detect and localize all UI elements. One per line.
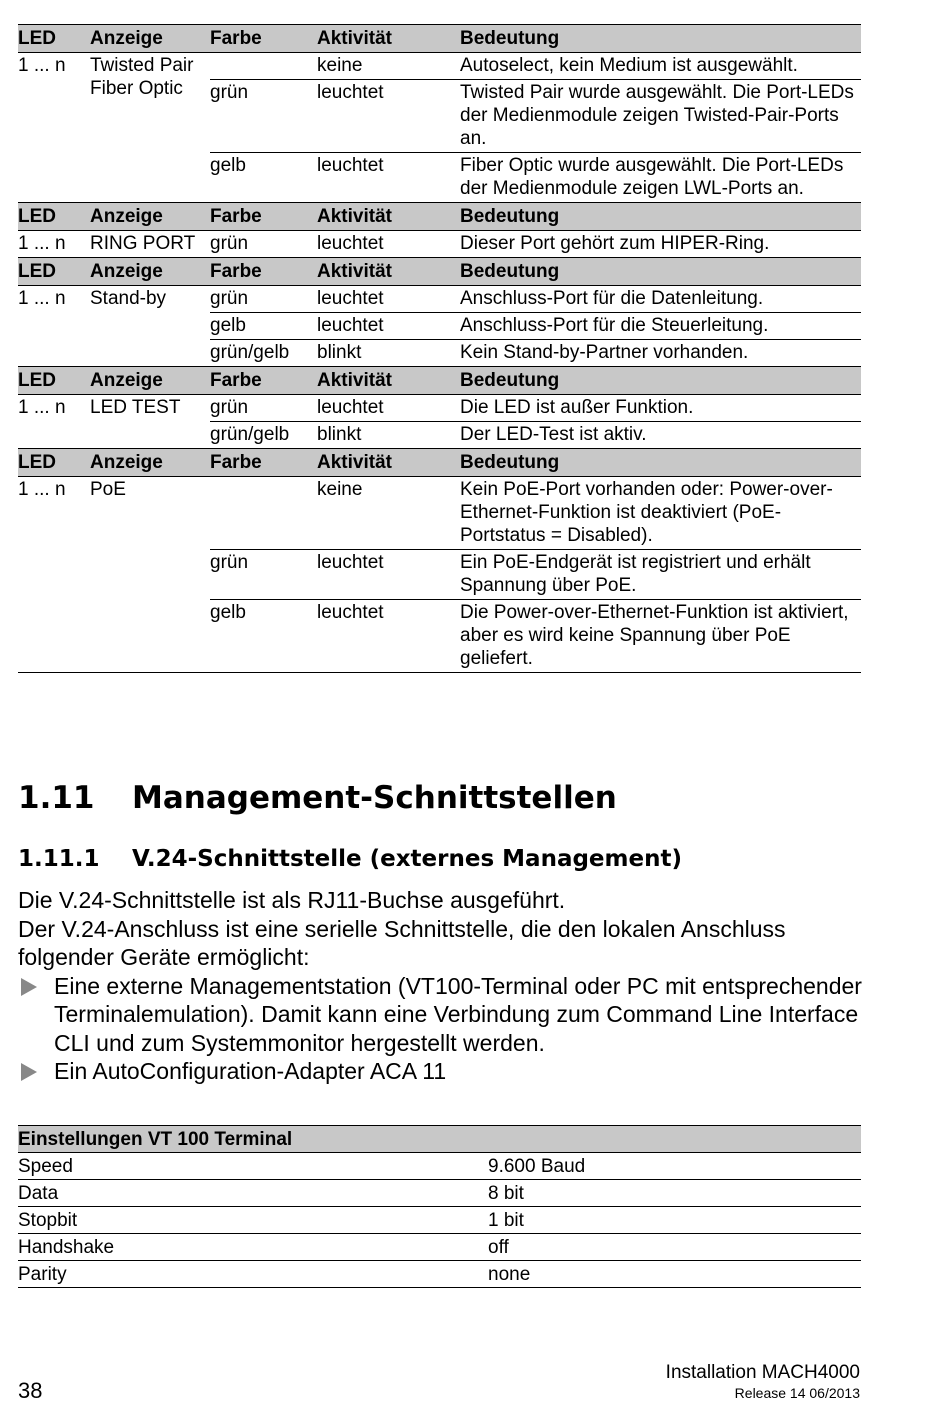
- aktivitaet-cell: keine: [317, 53, 460, 80]
- table-header-row: [18, 25, 861, 53]
- column-header: Aktivität: [317, 367, 460, 395]
- table-row: [18, 477, 861, 550]
- setting-name: Parity: [18, 1261, 488, 1288]
- table-header-row: [18, 203, 861, 231]
- column-header: Aktivität: [317, 449, 460, 477]
- anzeige-label: Twisted Pair: [90, 55, 194, 76]
- column-header: Bedeutung: [460, 367, 861, 395]
- subsection-heading: [18, 846, 682, 872]
- paragraph: Die V.24-Schnittstelle ist als RJ11-Buchse ausgeführt.: [18, 887, 566, 913]
- aktivitaet-cell: blinkt: [317, 422, 460, 449]
- anzeige-cell: [90, 53, 210, 203]
- aktivitaet-cell: blinkt: [317, 340, 460, 367]
- bedeutung-cell: Autoselect, kein Medium ist ausgewählt.: [460, 53, 861, 80]
- setting-name: Handshake: [18, 1234, 488, 1261]
- table-row: [18, 1153, 861, 1180]
- column-header: Anzeige: [90, 258, 210, 286]
- column-header: Anzeige: [90, 25, 210, 53]
- setting-value: off: [488, 1234, 861, 1261]
- setting-value: 9.600 Baud: [488, 1153, 861, 1180]
- setting-value: none: [488, 1261, 861, 1288]
- anzeige-cell: [90, 231, 210, 258]
- aktivitaet-cell: leuchtet: [317, 153, 460, 203]
- column-header: Aktivität: [317, 258, 460, 286]
- subsection-title: V.24-Schnittstelle (externes Management): [132, 846, 682, 872]
- column-header: Anzeige: [90, 449, 210, 477]
- setting-value: 1 bit: [488, 1207, 861, 1234]
- farbe-cell: grün/gelb: [210, 340, 317, 367]
- table-title: Einstellungen VT 100 Terminal: [18, 1126, 861, 1153]
- bullet-triangle-icon: [21, 978, 37, 996]
- bedeutung-cell: Anschluss-Port für die Datenleitung.: [460, 286, 861, 313]
- bedeutung-cell: Twisted Pair wurde ausgewählt. Die Port-LEDs der Medienmodule zeigen Twisted-Pair-Ports an.: [460, 80, 861, 153]
- bullet-text: Eine externe Managementstation (VT100-Terminal oder PC mit entsprechender Terminalemulation). Damit kann eine Verbindung zum Command Line Interface CLI und zum Systemmonitor hergestellt werden.: [54, 972, 862, 1056]
- column-header: Bedeutung: [460, 25, 861, 53]
- column-header: LED: [18, 449, 90, 477]
- column-header: LED: [18, 203, 90, 231]
- setting-value: 8 bit: [488, 1180, 861, 1207]
- table-row: [18, 53, 861, 80]
- bullet-triangle-icon: [21, 1063, 37, 1081]
- column-header: Farbe: [210, 258, 317, 286]
- anzeige-cell: [90, 286, 210, 367]
- column-header: LED: [18, 258, 90, 286]
- bedeutung-cell: Der LED-Test ist aktiv.: [460, 422, 861, 449]
- column-header: Farbe: [210, 203, 317, 231]
- table-row: [18, 231, 861, 258]
- farbe-cell: grün: [210, 231, 317, 258]
- farbe-cell: grün: [210, 286, 317, 313]
- page-number: 38: [18, 1378, 43, 1401]
- column-header: Anzeige: [90, 367, 210, 395]
- setting-name: Stopbit: [18, 1207, 488, 1234]
- led-cell: 1 ... n: [18, 477, 90, 673]
- anzeige-cell: [90, 395, 210, 449]
- farbe-cell: [210, 477, 317, 550]
- bedeutung-cell: Kein PoE-Port vorhanden oder: Power-over-Ethernet-Funktion ist deaktiviert (PoE-Portstatus = Disabled).: [460, 477, 861, 550]
- led-status-table: [18, 24, 861, 673]
- setting-name: Speed: [18, 1153, 488, 1180]
- table-row: [18, 1207, 861, 1234]
- bedeutung-cell: Kein Stand-by-Partner vorhanden.: [460, 340, 861, 367]
- table-header-row: [18, 449, 861, 477]
- table-header-row: [18, 258, 861, 286]
- farbe-cell: grün: [210, 550, 317, 600]
- farbe-cell: grün: [210, 395, 317, 422]
- bedeutung-cell: Die LED ist außer Funktion.: [460, 395, 861, 422]
- farbe-cell: gelb: [210, 313, 317, 340]
- led-cell: 1 ... n: [18, 53, 90, 203]
- table-row: [18, 1180, 861, 1207]
- column-header: Aktivität: [317, 25, 460, 53]
- aktivitaet-cell: keine: [317, 477, 460, 550]
- doc-title: Installation MACH4000: [665, 1362, 860, 1383]
- aktivitaet-cell: leuchtet: [317, 600, 460, 673]
- bedeutung-cell: Fiber Optic wurde ausgewählt. Die Port-LEDs der Medienmodule zeigen LWL-Ports an.: [460, 153, 861, 203]
- column-header: Farbe: [210, 449, 317, 477]
- body-text: [18, 886, 868, 1086]
- column-header: Aktivität: [317, 203, 460, 231]
- table-row: [18, 1261, 861, 1288]
- table-row: [18, 1234, 861, 1261]
- anzeige-label: PoE: [90, 479, 126, 500]
- anzeige-label: Fiber Optic: [90, 78, 183, 99]
- column-header: LED: [18, 25, 90, 53]
- column-header: Anzeige: [90, 203, 210, 231]
- anzeige-cell: [90, 477, 210, 673]
- column-header: LED: [18, 367, 90, 395]
- aktivitaet-cell: leuchtet: [317, 80, 460, 153]
- aktivitaet-cell: leuchtet: [317, 550, 460, 600]
- anzeige-label: Stand-by: [90, 288, 167, 309]
- table-row: [18, 286, 861, 313]
- aktivitaet-cell: leuchtet: [317, 286, 460, 313]
- column-header: Bedeutung: [460, 203, 861, 231]
- paragraph: Der V.24-Anschluss ist eine serielle Schnittstelle, die den lokalen Anschluss folgender Geräte ermöglicht:: [18, 915, 786, 970]
- release-info: Release 14 06/2013: [734, 1385, 860, 1401]
- farbe-cell: gelb: [210, 153, 317, 203]
- bedeutung-cell: Die Power-over-Ethernet-Funktion ist aktiviert, aber es wird keine Spannung über PoE geliefert.: [460, 600, 861, 673]
- farbe-cell: [210, 53, 317, 80]
- table-header-row: [18, 1126, 861, 1153]
- aktivitaet-cell: leuchtet: [317, 395, 460, 422]
- section-number: 1.11: [18, 780, 95, 816]
- farbe-cell: gelb: [210, 600, 317, 673]
- table-header-row: [18, 367, 861, 395]
- section-heading: [18, 780, 617, 816]
- bullet-item: [18, 1057, 868, 1086]
- vt100-settings-table: [18, 1125, 861, 1288]
- anzeige-label: LED TEST: [90, 397, 181, 418]
- bullet-text: Ein AutoConfiguration-Adapter ACA 11: [54, 1058, 447, 1084]
- aktivitaet-cell: leuchtet: [317, 231, 460, 258]
- bedeutung-cell: Anschluss-Port für die Steuerleitung.: [460, 313, 861, 340]
- farbe-cell: grün: [210, 80, 317, 153]
- farbe-cell: grün/gelb: [210, 422, 317, 449]
- aktivitaet-cell: leuchtet: [317, 313, 460, 340]
- setting-name: Data: [18, 1180, 488, 1207]
- led-cell: 1 ... n: [18, 286, 90, 367]
- column-header: Farbe: [210, 25, 317, 53]
- column-header: Bedeutung: [460, 449, 861, 477]
- bedeutung-cell: Ein PoE-Endgerät ist registriert und erhält Spannung über PoE.: [460, 550, 861, 600]
- column-header: Farbe: [210, 367, 317, 395]
- bullet-item: [18, 972, 868, 1058]
- anzeige-label: RING PORT: [90, 233, 196, 254]
- led-cell: 1 ... n: [18, 231, 90, 258]
- column-header: Bedeutung: [460, 258, 861, 286]
- section-title: Management-Schnittstellen: [132, 780, 617, 816]
- table-row: [18, 395, 861, 422]
- bedeutung-cell: Dieser Port gehört zum HIPER-Ring.: [460, 231, 861, 258]
- subsection-number: 1.11.1: [18, 846, 100, 872]
- led-cell: 1 ... n: [18, 395, 90, 449]
